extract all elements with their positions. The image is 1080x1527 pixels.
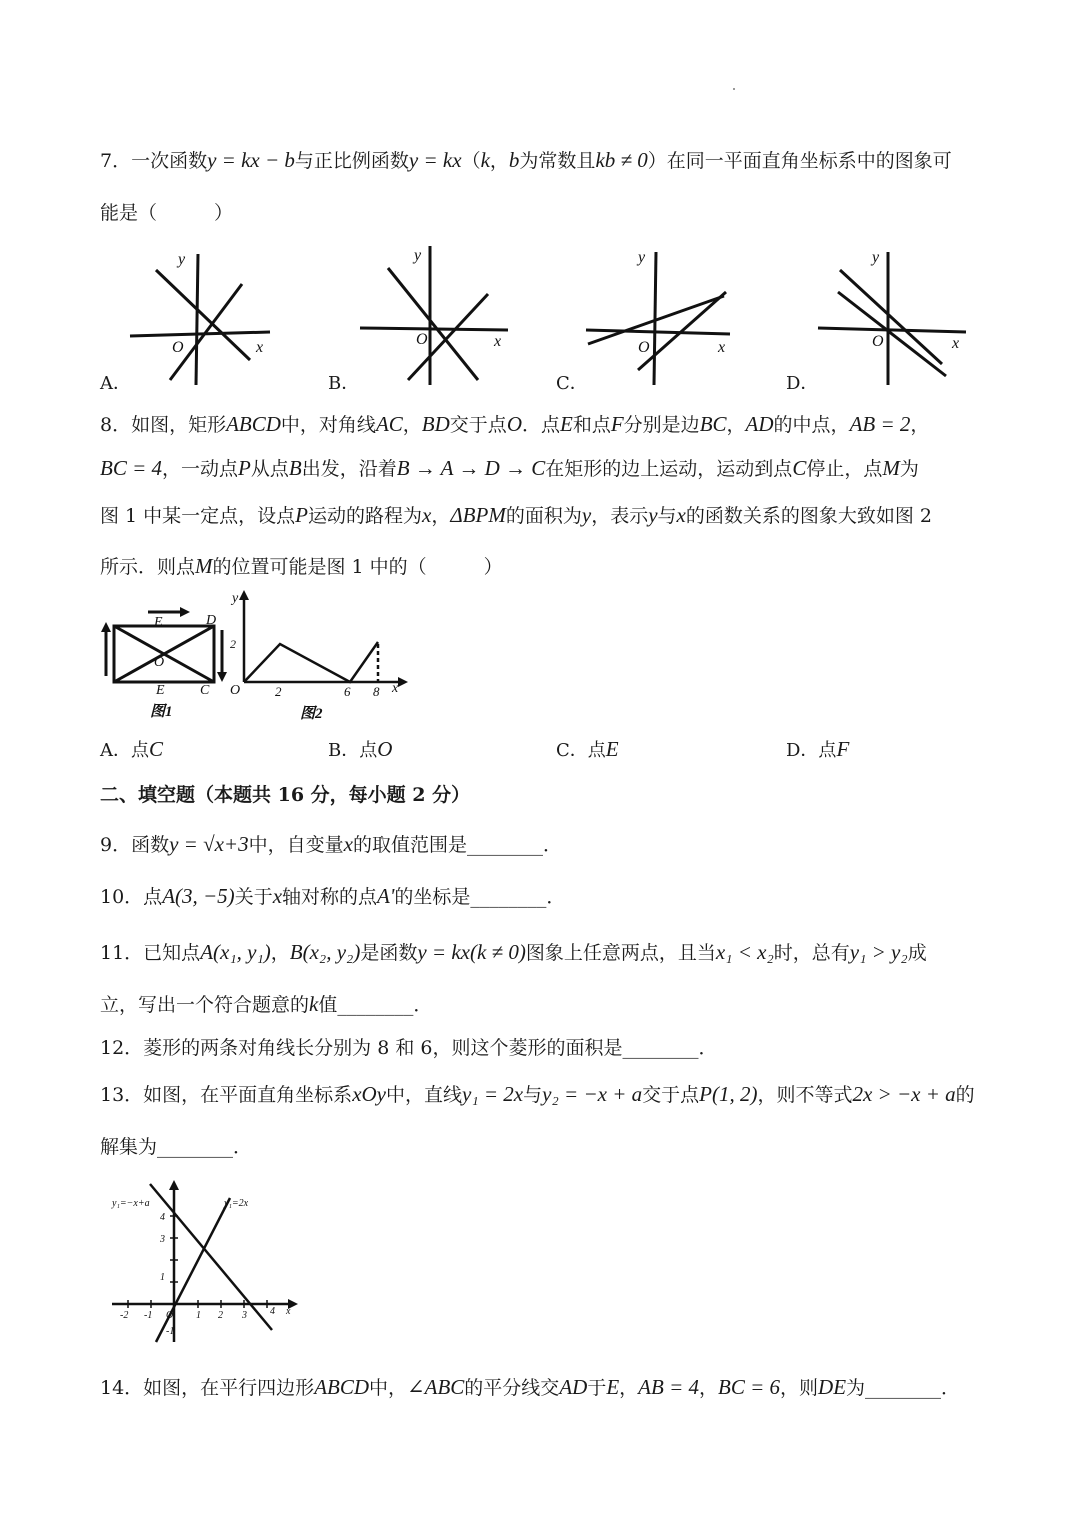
svg-text:y: y — [232, 591, 239, 606]
svg-text:2: 2 — [230, 637, 236, 651]
q8-option-a[interactable]: A．点C — [100, 737, 164, 761]
q9: 9．函数y = √x+3中，自变量x的取值范围是________． — [100, 832, 562, 856]
q7-option-d[interactable]: D． — [786, 373, 819, 394]
q8-line2: BC = 4，一动点P从点B出发，沿着B → A → D → C在矩形的边上运动，运动到点C停止，点M为 — [100, 456, 919, 480]
svg-text:2: 2 — [275, 684, 282, 699]
q8-option-d[interactable]: D．点F — [786, 737, 850, 761]
q8-line3: 图 1 中某一定点，设点P运动的路程为x，ΔBPM的面积为y，表示y与x的函数关系的图象大致如图 2 — [100, 503, 933, 527]
fig2-caption: 图2 — [300, 706, 323, 722]
q12: 12．菱形的两条对角线长分别为 8 和 6，则这个菱形的面积是________． — [100, 1037, 718, 1059]
svg-text:x: x — [286, 1306, 291, 1317]
svg-text:O: O — [638, 339, 650, 356]
svg-text:2: 2 — [218, 1310, 223, 1321]
svg-text:y: y — [414, 247, 422, 264]
q7-line1: 7．一次函数y = kx − b与正比例函数y = kx（k，b为常数且kb ≠ 0）在同一平面直角坐标系中的图象可 — [100, 148, 952, 172]
q8-line4: 所示．则点M的位置可能是图 1 中的（ ） — [100, 554, 503, 578]
q13-line2: 解集为________． — [100, 1136, 253, 1158]
page-speck — [733, 88, 735, 90]
svg-text:O: O — [230, 683, 241, 698]
q7-graph-b — [350, 240, 510, 390]
fig1-caption: 图1 — [150, 704, 173, 720]
svg-text:y: y — [872, 249, 880, 266]
svg-text:x: x — [256, 339, 264, 356]
svg-text:C: C — [200, 683, 210, 698]
q7-option-a[interactable]: A． — [100, 373, 131, 394]
svg-text:D: D — [206, 613, 217, 628]
svg-text:1: 1 — [160, 1272, 165, 1283]
q10: 10．点A(3, −5)关于x轴对称的点A'的坐标是________． — [100, 884, 566, 908]
q11-line1: 11．已知点A(x₁, y₁)，B(x₂, y₂)是函数y = kx(k ≠ 0)图象上任意两点，且当x₁ < x₂时，总有y₁ > y₂成 — [100, 940, 927, 964]
svg-text:-1: -1 — [166, 1326, 175, 1337]
section-2-heading: 二、填空题（本题共 16 分，每小题 2 分） — [100, 784, 471, 806]
q14: 14．如图，在平行四边形ABCD中，∠ABC的平分线交AD于E，AB = 4，BC = 6，则DE为________． — [100, 1375, 961, 1399]
q13-label-line2: y₁=2x — [224, 1198, 249, 1209]
svg-text:4: 4 — [270, 1306, 275, 1317]
svg-text:x: x — [494, 333, 502, 350]
svg-text:-2: -2 — [120, 1310, 129, 1321]
svg-text:y: y — [178, 251, 186, 268]
svg-text:O: O — [154, 655, 165, 670]
svg-text:4: 4 — [160, 1212, 165, 1223]
q7-graph-d — [810, 240, 970, 390]
q7-graph-a — [120, 240, 280, 390]
q8-option-c[interactable]: C．点E — [556, 737, 619, 761]
svg-text:O: O — [166, 1310, 174, 1321]
svg-text:x: x — [392, 681, 399, 696]
svg-text:x: x — [718, 339, 726, 356]
svg-text:-1: -1 — [144, 1310, 153, 1321]
q8-line1: 8．如图，矩形ABCD中，对角线AC，BD交于点O．点E和点F分别是边BC，AD的中点，AB = 2， — [100, 412, 930, 436]
svg-text:3: 3 — [242, 1310, 247, 1321]
svg-text:1: 1 — [196, 1310, 201, 1321]
svg-text:E: E — [156, 683, 165, 698]
q11-line2: 立，写出一个符合题意的k值________． — [100, 992, 433, 1016]
q8-option-b[interactable]: B．点O — [328, 737, 393, 761]
q13-line1: 13．如图，在平面直角坐标系xOy中，直线y₁ = 2x与y₂ = −x + a交于点P(1, 2)，则不等式2x > −x + a的 — [100, 1082, 975, 1106]
q8-figure2-graph — [228, 588, 408, 723]
svg-text:6: 6 — [344, 684, 351, 699]
svg-text:E: E — [154, 615, 163, 630]
q13-figure-graph — [108, 1180, 308, 1345]
q7-line2: 能是（ ） — [100, 202, 234, 224]
q13-label-line1: y₁=−x+a — [112, 1198, 150, 1209]
svg-text:O: O — [416, 331, 428, 348]
svg-text:3: 3 — [160, 1234, 165, 1245]
svg-text:O: O — [172, 339, 184, 356]
q7-option-c[interactable]: C． — [556, 373, 588, 394]
svg-text:y: y — [638, 249, 646, 266]
svg-text:x: x — [952, 335, 960, 352]
svg-text:8: 8 — [373, 684, 380, 699]
q8-figure1-rectangle — [100, 596, 230, 721]
svg-text:O: O — [872, 333, 884, 350]
q7-graph-c — [580, 240, 740, 390]
q7-option-b[interactable]: B． — [328, 373, 360, 394]
